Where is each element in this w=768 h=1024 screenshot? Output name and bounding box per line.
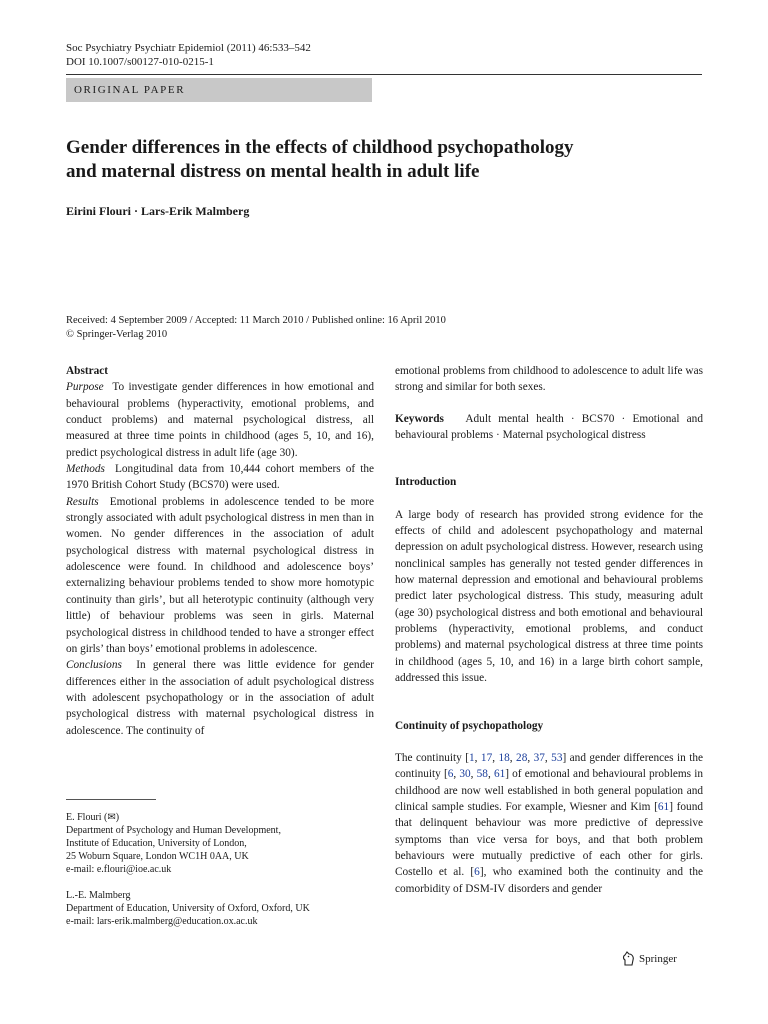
results-label: Results bbox=[66, 495, 99, 508]
abstract-methods bbox=[66, 461, 374, 494]
abstract-continued: emotional problems from childhood to adolescence to adult life was strong and similar for both sexes. bbox=[395, 365, 703, 394]
introduction-heading: Introduction bbox=[395, 476, 457, 489]
header-rule bbox=[66, 74, 702, 75]
springer-horse-icon bbox=[622, 951, 635, 966]
left-column bbox=[66, 363, 374, 739]
citation-link[interactable]: 30 bbox=[459, 768, 471, 781]
methods-text: Longitudinal data from 10,444 cohort members of the 1970 British Cohort Study (BCS70) were used. bbox=[66, 463, 374, 492]
author2-dept: Department of Education, University of Oxford, Oxford, UK bbox=[66, 903, 310, 914]
author2-name: L.-E. Malmberg bbox=[66, 890, 131, 901]
citation-link[interactable]: 17 bbox=[480, 751, 493, 764]
author2-email: e-mail: lars-erik.malmberg@education.ox.ac.uk bbox=[66, 916, 258, 927]
author1-name: E. Flouri (✉) bbox=[66, 812, 120, 823]
methods-label: Methods bbox=[66, 463, 105, 476]
purpose-text: To investigate gender differences in how emotional and behavioural problems (hyperactivity, emotional problems, and conduct problems) and maternal psychological distress, all measured at three time points in childhood (ages 5, 10, and 16), predict psychological distress in adult life (age 30). bbox=[66, 381, 374, 459]
abstract-heading: Abstract bbox=[66, 365, 109, 377]
abstract-conclusions bbox=[66, 657, 374, 739]
author1-dept: Department of Psychology and Human Development, bbox=[66, 825, 281, 836]
affiliation-rule bbox=[66, 799, 156, 800]
conclusions-text: In general there was little evidence for gender differences either in the association of adult psychological distress with adolescent psychopathology or in the association of adult psychological distress with maternal psychological distress in adolescence. The continuity of bbox=[66, 659, 374, 737]
author1-inst: Institute of Education, University of London, bbox=[66, 838, 247, 849]
affiliations bbox=[66, 811, 374, 928]
title-line-1: Gender differences in the effects of childhood psychopathology bbox=[66, 137, 574, 158]
publisher-name: Springer bbox=[639, 952, 677, 965]
received-accepted-published: Received: 4 September 2009 / Accepted: 11 March 2010 / Published online: 16 April 2010 bbox=[66, 315, 446, 326]
publisher-logo bbox=[622, 951, 677, 966]
citation-link[interactable]: 28 bbox=[516, 751, 528, 764]
citation-link[interactable]: 53 bbox=[551, 751, 563, 764]
author1-email: e-mail: e.flouri@ioe.ac.uk bbox=[66, 864, 172, 875]
citation-link[interactable]: 58 bbox=[476, 768, 488, 781]
article-type-banner: ORIGINAL PAPER bbox=[66, 78, 372, 102]
purpose-label: Purpose bbox=[66, 381, 104, 394]
citation-link[interactable]: 61 bbox=[493, 768, 506, 781]
citation-link[interactable]: 1 bbox=[469, 751, 475, 764]
citation-link[interactable]: 18 bbox=[498, 751, 510, 764]
abstract-results bbox=[66, 494, 374, 657]
results-text: Emotional problems in adolescence tended to be more strongly associated with adult psychological distress in men than in women. No gender differences in the association of adult psychological distress with maternal psychological distress in adolescence were found. In childhood and adolescence boys’ externalizing behaviour problems tended to show more homotypic continuity than girls’, but all heterotypic continuity (although very little) of behaviour problems was seen in girls. Maternal psychological distress in childhood tended to have a stronger effect on girls’ than boys’ emotional problems in adolescence. bbox=[66, 495, 374, 655]
keywords bbox=[395, 411, 703, 444]
publication-dates bbox=[66, 314, 446, 342]
citation-link[interactable]: 37 bbox=[533, 751, 545, 764]
author1-address: 25 Woburn Square, London WC1H 0AA, UK bbox=[66, 851, 249, 862]
copyright: © Springer-Verlag 2010 bbox=[66, 329, 168, 340]
journal-info bbox=[66, 41, 311, 69]
introduction-text: A large body of research has provided strong evidence for the effects of child and adolescent psychopathology and maternal depression on adult psychological distress. However, research using nonclinical samples has generally not tested gender differences in how maternal depression and emotional and behavioural problems predict later psychological distress. This study, measuring adult (age 30) psychological distress and both emotional and behavioural problems (hyperactivity, emotional problems, and conduct problems) and maternal psychological distress at three time points in childhood (ages 5, 10, and 16) in a large birth cohort sample, addressed this issue. bbox=[395, 508, 703, 685]
citation-link[interactable]: 6 bbox=[474, 866, 480, 879]
envelope-icon: ✉ bbox=[107, 812, 116, 823]
title-line-2: and maternal distress on mental health in adult life bbox=[66, 161, 480, 182]
authors: Eirini Flouri · Lars-Erik Malmberg bbox=[66, 204, 250, 218]
journal-citation: Soc Psychiatry Psychiatr Epidemiol (2011) 46:533–542 bbox=[66, 42, 311, 54]
continuity-heading: Continuity of psychopathology bbox=[395, 719, 544, 732]
citation-link[interactable]: 6 bbox=[447, 768, 454, 781]
doi: DOI 10.1007/s00127-010-0215-1 bbox=[66, 56, 214, 68]
continuity-text: The continuity [1, 17, 18, 28, 37, 53] and gender differences in the continuity [6, 30, 58, 61] of emotional and behavioural problems in childhood are now well established in both general population and clinical sample studies. For example, Wiesner and Kim [61] found that delinquent behaviour was more predictive of depressive symptoms than vice versa for boys, and that both problem behaviours were mutually predictive of each other for girls. Costello et al. [6], who examined both the continuity and the comorbidity of DSM-IV disorders and gender bbox=[395, 751, 703, 895]
paper-title bbox=[66, 136, 706, 184]
conclusions-label: Conclusions bbox=[66, 659, 122, 672]
abstract-purpose bbox=[66, 379, 374, 461]
keywords-text: Adult mental health · BCS70 · Emotional and behavioural problems · Maternal psychological distress bbox=[395, 412, 703, 442]
keywords-label: Keywords bbox=[395, 412, 444, 425]
citation-link[interactable]: 61 bbox=[657, 800, 670, 813]
right-column bbox=[395, 363, 703, 897]
